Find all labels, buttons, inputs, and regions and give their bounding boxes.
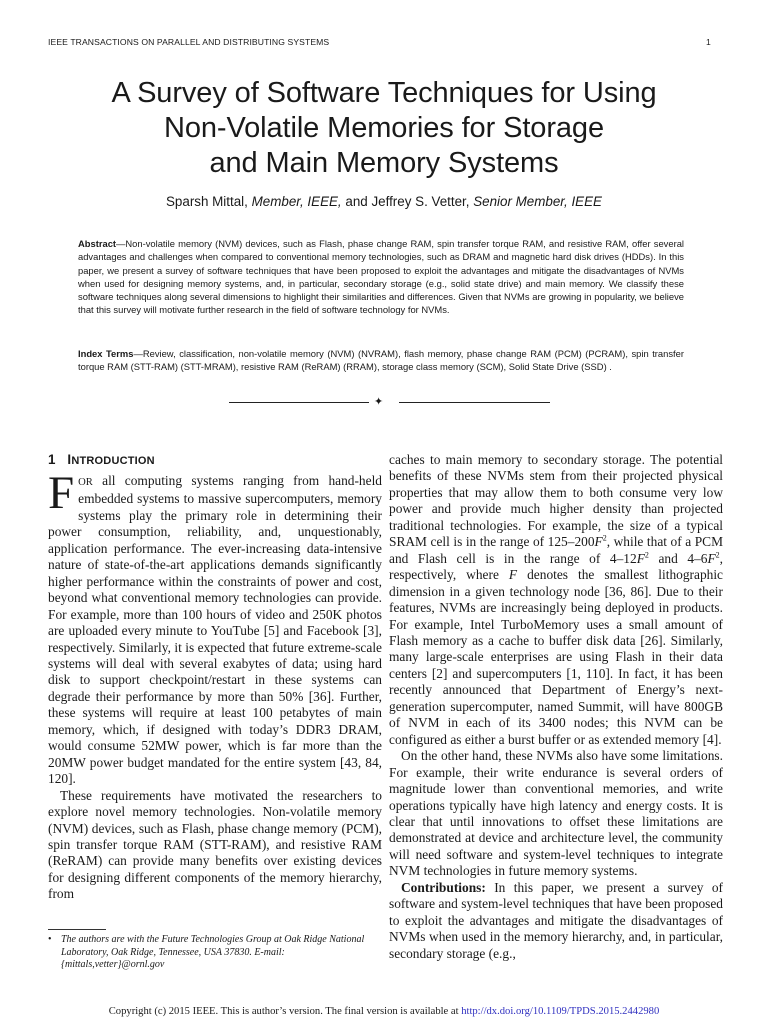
abstract-label: Abstract (78, 238, 117, 249)
title-line-2: Non-Volatile Memories for Storage (164, 112, 604, 144)
doi-link[interactable]: http://dx.doi.org/10.1109/TPDS.2015.2442980 (461, 1006, 660, 1017)
abstract (78, 237, 684, 317)
running-head: IEEE TRANSACTIONS ON PARALLEL AND DISTRIBUTING SYSTEMS (48, 37, 330, 47)
section-divider-left (229, 402, 369, 403)
author-2-role: Senior Member, IEEE (473, 194, 602, 209)
right-column (389, 452, 723, 962)
right-paragraph-2: On the other hand, these NVMs also have some limitations. For example, their write endurance is several orders of magnitude lower than conventional memories, and write operations typically have high latency and energy costs. It is clear that until innovations to offset these limitations are demonstrated at device and architecture level, the community will need software and system-level techniques to integrate NVM technologies in future memory systems. (389, 748, 723, 879)
dropcap: F (48, 467, 75, 519)
rp1-d: , respectively, where (389, 550, 723, 583)
index-terms (78, 347, 684, 374)
title-line-3: and Main Memory Systems (209, 147, 559, 179)
author-1-name: Sparsh Mittal, (166, 194, 248, 209)
author-1-role: Member, IEEE, (251, 194, 342, 209)
section-title-initial: I (67, 452, 72, 467)
section-heading (48, 452, 155, 467)
abstract-text: —Non-volatile memory (NVM) devices, such as Flash, phase change RAM, spin transfer torque RAM, and resistive RAM, offer several advantages and challenges when compared to conventional memory technologies, such as DRAM and magnetic hard disk drives (HDDs). In this paper, we present a survey of software techniques that have been proposed to exploit the advantages and mitigate the disadvantages of NVMs when used for designing memory systems, and, in particular, secondary storage (e.g., solid state drive) and main memory. We classify these software techniques along several dimensions to highlight their similarities and differences. Given that NVMs are growing in popularity, we believe that this survey will motivate further research in the field of software technology for NVMs. (78, 238, 684, 316)
footnote-bullet-icon: • (48, 934, 52, 945)
contributions-text: In this paper, we present a survey of software and system-level techniques that have been proposed to exploit the advantages and mitigate the disadvantages of NVMs when used in the memory hierarchy, and, in particular, secondary storage (e.g., (389, 879, 723, 961)
copyright-notice (0, 1006, 768, 1017)
rp1-sq3: 2 (715, 550, 720, 560)
author-2-name: Jeffrey S. Vetter, (371, 194, 470, 209)
divider-ornament-icon: ✦ (374, 396, 384, 408)
page-number: 1 (706, 37, 711, 47)
section-divider-right (399, 402, 550, 403)
rp1-sq2: 2 (644, 550, 649, 560)
dropcap-word-rest: OR (78, 477, 93, 488)
rp1-a: caches to main memory to secondary storage. The potential benefits of these NVMs stem from their projected physical properties that may allow them to both consume very low power and provide much higher density than projected traditional technologies. For example, the size of a typical SRAM cell is in the range of 125–200 (389, 452, 723, 550)
footnote-rule (48, 929, 106, 930)
rp1-F2: F (636, 550, 645, 566)
left-paragraph-2: These requirements have motivated the researchers to explore novel memory technologies. Non-volatile memory (NVM) devices, such as Flash, phase change memory (PCM), spin transfer torque RAM (STT-RAM), and resistive RAM (ReRAM) can provide many benefits over existing devices for designing different components of the memory hierarchy, from (48, 787, 382, 902)
rp1-sq1: 2 (602, 533, 607, 543)
contributions-label: Contributions: (401, 879, 486, 895)
section-number: 1 (48, 452, 56, 467)
index-terms-label: Index Terms (78, 348, 134, 359)
copyright-text: Copyright (c) 2015 IEEE. This is author’s version. The final version is available at (108, 1006, 462, 1017)
left-paragraph-1-text: all computing systems ranging from hand-held embedded systems to massive supercomputers, memory systems play the primary role in determining their power consumption, reliability, and, unquestionably, application performance. The ever-increasing data-intensive nature of state-of-the-art applications demands significantly higher performance within the constraints of power and cost, beyond what conventional memory technologies can provide. For example, more than 100 hours of video and 250K photos are uploaded every minute to YouTube [5] and Facebook [3], respectively. Similarly, it is expected that future extreme-scale systems will deal with several exabytes of data; using hard disk to support checkpoint/restart in these systems can degrade their performance by more than 50% [36]. Further, these systems will require at least 100 petabytes of main memory, which, if designed with today’s DDR3 DRAM, would consume 52MW power, which is far more than the 20MW power budget mandated for the entire system [43, 84, 120]. (48, 473, 382, 787)
index-terms-text: —Review, classification, non-volatile memory (NVM) (NVRAM), flash memory, phase change RAM (PCM) (PCRAM), spin transfer torque RAM (STT-RAM) (STT-MRAM), resistive RAM (ReRAM) (RRAM), storage class memory (SCM), Solid State Drive (SSD) . (78, 348, 684, 373)
left-column (48, 467, 382, 903)
section-title-rest: NTRODUCTION (71, 455, 155, 467)
footnote-text: The authors are with the Future Technologies Group at Oak Ridge National Laboratory, Oak Ridge, Tennessee, USA 37830. E-mail: {mittals,vetter}@ornl.gov (61, 934, 365, 971)
right-paragraph-3 (389, 880, 723, 962)
rp1-b: , while that of a PCM and Flash cell is in the range of 4–12 (389, 534, 723, 566)
rp1-F3: F (707, 550, 716, 566)
right-paragraph-1 (389, 452, 723, 748)
rp1-F4: F (508, 567, 518, 583)
rp1-c: and 4–6 (648, 550, 708, 566)
footnote (48, 934, 382, 972)
rp1-F1: F (594, 534, 603, 550)
title-line-1: A Survey of Software Techniques for Using (111, 77, 657, 109)
author-conjunction: and (345, 194, 368, 209)
authors (40, 194, 728, 209)
left-paragraph-1 (48, 467, 382, 788)
rp1-e: denotes the smallest lithographic dimension in a given technology node [36, 86]. Due to their features, NVMs are increasingly being deployed in products. For example, Intel TurboMemory uses a small amount of Flash memory as a cache to buffer disk data [26]. Similarly, many large-scale enterprises are using Flash in their data centers [2] and supercomputers [1, 110]. In fact, it has been recently announced that Department of Energy’s next-generation supercomputer, named Summit, will have 800GB of NVM in each of its 3400 nodes; this NVM can be configured as either a burst buffer or as extended memory [4]. (389, 567, 723, 747)
